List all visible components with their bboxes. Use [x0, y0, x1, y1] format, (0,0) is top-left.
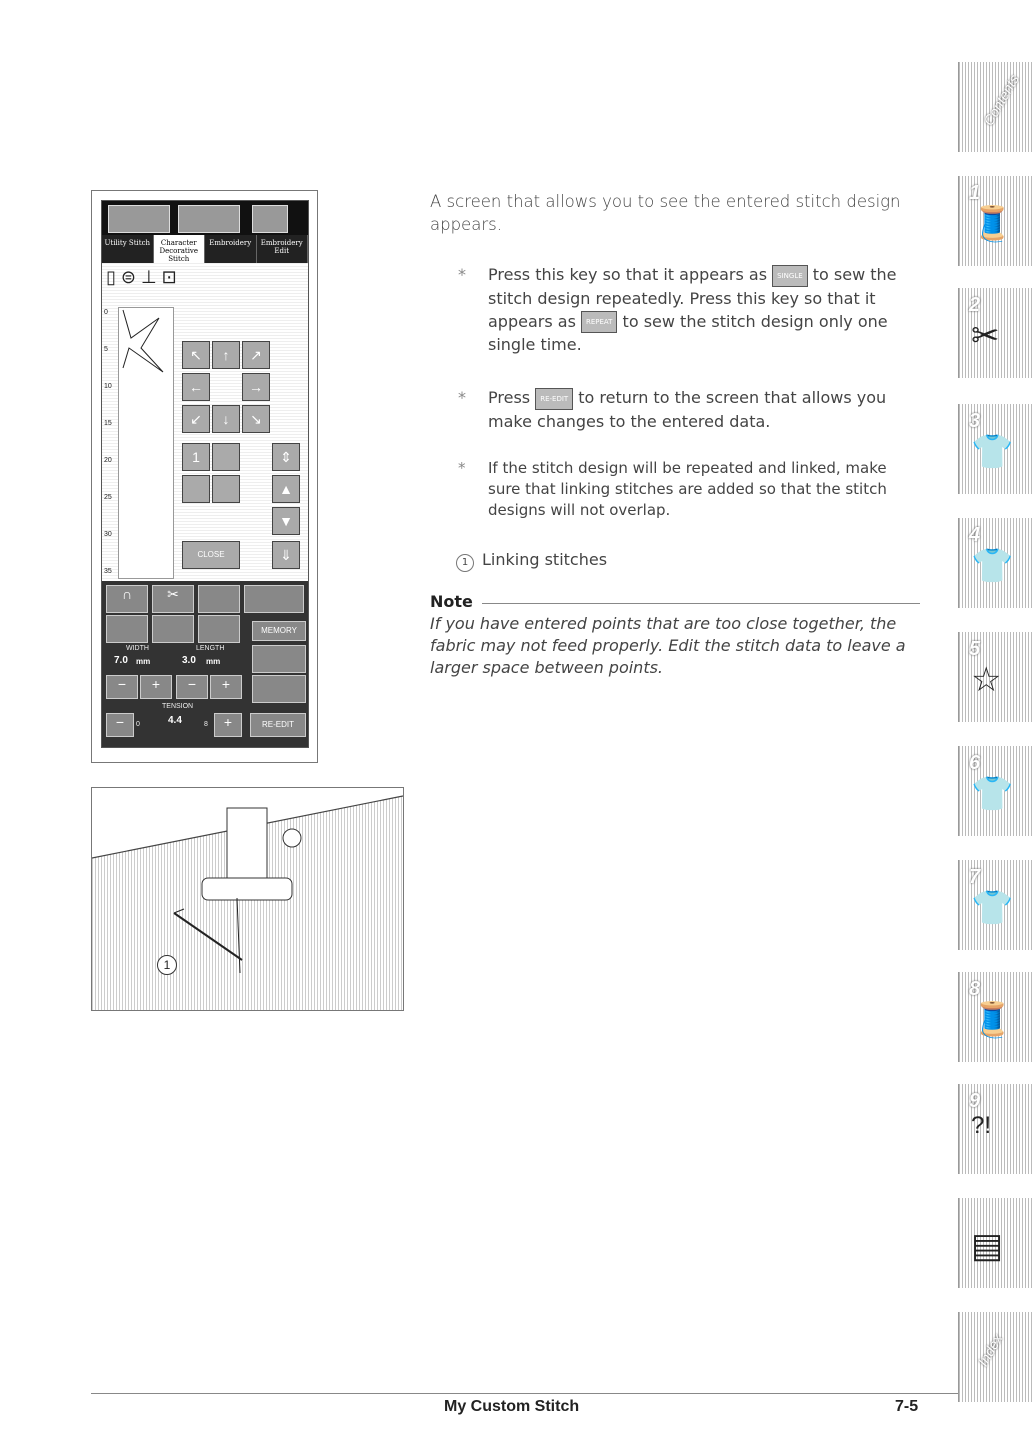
lcd-bottom-panel — [102, 581, 308, 747]
repeat-key — [198, 585, 240, 613]
abc-shirt-icon: 👕 — [971, 547, 1014, 585]
length-plus-key: + — [210, 675, 242, 699]
item-number: 1 — [456, 554, 474, 572]
lcd-screen — [101, 200, 309, 748]
bullet-marker: * — [458, 265, 466, 284]
tab-chapter-7[interactable] — [958, 860, 1032, 950]
bullet-body: If the stitch design will be repeated and linked, make sure that linking stitches are added so that the stitch designs will not overlap. — [488, 459, 887, 519]
embroidery-frame-icon: ☆ — [971, 661, 1002, 699]
note-heading: Note — [430, 592, 473, 611]
tension-min: 0 — [136, 721, 140, 728]
arrow-up-left-key: ↖ — [182, 341, 210, 369]
blank-key — [198, 615, 240, 643]
ruler-tick: 15 — [104, 420, 112, 427]
repeat-key-chip: REPEAT — [581, 311, 617, 333]
cut-key: ✂ — [152, 585, 194, 613]
bullet-text: Press this key so that it appears as — [488, 265, 768, 284]
stitch-preview — [118, 307, 174, 579]
tension-max: 8 — [204, 721, 208, 728]
bullet-marker: * — [458, 388, 466, 407]
documents-icon: ▤ — [971, 1227, 1004, 1265]
tab-label: Contents — [980, 71, 1022, 129]
callout-1: 1 — [157, 955, 177, 975]
machine-care-icon: 🧵 — [971, 1001, 1014, 1039]
tab-chapter-5[interactable] — [958, 632, 1032, 722]
tab-number: 2 — [969, 294, 981, 316]
note-body: If you have entered points that are too close together, the fabric may not feed properly. Edit the stitch data to leave a larger space between points. — [430, 614, 906, 677]
lcd-mode-utility: Utility Stitch — [102, 235, 154, 263]
tab-number: 8 — [969, 978, 981, 1000]
lcd-mode-embroidery: Embroidery — [205, 235, 257, 263]
function-key: 1 — [182, 443, 210, 471]
lcd-mode-embroidery-edit: Embroidery Edit — [257, 235, 309, 263]
single-key-chip: SINGLE — [772, 265, 808, 287]
arrow-down-right-key: ↘ — [242, 405, 270, 433]
close-key: CLOSE — [182, 541, 240, 569]
ruler-tick: 30 — [104, 531, 112, 538]
scroll-down-key: ▼ — [272, 507, 300, 535]
bullet-body — [488, 386, 918, 433]
stitch-key: ∩ — [106, 585, 148, 613]
footer-divider — [91, 1393, 958, 1394]
arrow-down-key: ↓ — [212, 405, 240, 433]
stitch-preview-drawing — [119, 308, 173, 578]
blank-key — [106, 615, 148, 643]
tab-chapter-6[interactable] — [958, 746, 1032, 836]
embroidered-shirt-icon: 👕 — [971, 775, 1014, 813]
length-unit: mm — [206, 657, 221, 666]
tab-index[interactable] — [958, 1312, 1032, 1402]
tab-number: 6 — [969, 752, 981, 774]
tab-chapter-1[interactable] — [958, 176, 1032, 266]
lcd-sewing-icon — [108, 205, 170, 233]
tab-number: 1 — [969, 182, 981, 204]
blank-key — [252, 675, 306, 703]
function-key — [182, 475, 210, 503]
tab-chapter-4[interactable] — [958, 518, 1032, 608]
function-key — [212, 443, 240, 471]
width-plus-key: + — [140, 675, 172, 699]
lcd-arrow-keypad — [182, 313, 302, 575]
ruler-tick: 0 — [104, 309, 108, 316]
sewing-machine-icon: 🧵 — [971, 205, 1014, 243]
scissors-thread-icon: ✂ — [971, 317, 1000, 355]
bullet-text: to sew the stitch design repeatedly. Press this key so that it appears as — [488, 265, 897, 331]
tab-number: 7 — [969, 866, 981, 888]
tab-chapter-3[interactable] — [958, 404, 1032, 494]
ruler-tick: 35 — [104, 568, 112, 575]
linking-stitches-item — [456, 550, 607, 572]
tab-chapter-9[interactable] — [958, 1084, 1032, 1174]
tension-minus-key: − — [106, 713, 134, 737]
length-minus-key: − — [176, 675, 208, 699]
tab-number: 9 — [969, 1090, 981, 1112]
scroll-key: ⇕ — [272, 443, 300, 471]
bullet-text: to sew the stitch design only one single time. — [488, 311, 888, 354]
memory-key: MEMORY — [252, 621, 306, 641]
troubleshooting-icon: ?! — [971, 1112, 992, 1139]
bullet-text: Press — [488, 388, 531, 407]
sewing-illustration — [91, 787, 404, 1011]
arrow-right-key: → — [242, 373, 270, 401]
blank-key — [152, 615, 194, 643]
length-label: LENGTH — [196, 645, 225, 652]
tab-chapter-8[interactable] — [958, 972, 1032, 1062]
ruler-tick: 10 — [104, 383, 112, 390]
tab-number: 3 — [969, 410, 981, 432]
ruler-tick: 5 — [104, 346, 108, 353]
bullet-marker: * — [458, 459, 466, 477]
scroll-up-key: ▲ — [272, 475, 300, 503]
lcd-ruler — [104, 309, 118, 575]
arrow-left-key: ← — [182, 373, 210, 401]
length-value: 3.0 — [182, 655, 196, 666]
tension-label: TENSION — [162, 703, 194, 710]
intro-paragraph: A screen that allows you to see the entered stitch design appears. — [430, 192, 901, 234]
lcd-mode-character: Character Decorative Stitch — [154, 235, 206, 263]
re-edit-key: RE-EDIT — [250, 713, 306, 737]
tab-contents[interactable] — [958, 62, 1032, 152]
width-unit: mm — [136, 657, 151, 666]
custom-stitch-shirt-icon: 👕 — [971, 889, 1014, 927]
width-label: WIDTH — [126, 645, 149, 652]
re-edit-key-chip: RE-EDIT — [535, 388, 573, 410]
scroll-end-key: ⇓ — [272, 541, 300, 569]
width-value: 7.0 — [114, 655, 128, 666]
bullet-body — [488, 263, 918, 356]
ruler-tick: 20 — [104, 457, 112, 464]
blank-key — [252, 645, 306, 673]
page-number: 7-5 — [895, 1398, 919, 1415]
ruler-tick: 25 — [104, 494, 112, 501]
tab-chapter-2[interactable] — [958, 288, 1032, 378]
arrow-down-left-key: ↙ — [182, 405, 210, 433]
tension-value: 4.4 — [168, 715, 182, 726]
function-key — [212, 475, 240, 503]
lcd-presser-foot-icons: ▯ ⊜ ⊥ ⊡ — [106, 267, 177, 287]
width-minus-key: − — [106, 675, 138, 699]
footer-title: My Custom Stitch — [444, 1398, 580, 1415]
lcd-mode-tabs — [102, 235, 308, 263]
arrow-up-right-key: ↗ — [242, 341, 270, 369]
arrow-up-key: ↑ — [212, 341, 240, 369]
tab-number: 5 — [969, 638, 981, 660]
tab-appendix[interactable] — [958, 1198, 1032, 1288]
tension-plus-key: + — [214, 713, 242, 737]
blank-key — [244, 585, 304, 613]
note-divider — [482, 603, 920, 604]
tab-label: Index — [974, 1331, 1006, 1369]
shirt-icon: 👕 — [971, 433, 1014, 471]
bullet-text: to return to the screen that allows you make changes to the entered data. — [488, 388, 887, 431]
item-label: Linking stitches — [482, 550, 608, 569]
tab-number: 4 — [969, 524, 981, 546]
sewing-illustration-drawing — [92, 788, 403, 1010]
lcd-help-icon — [178, 205, 240, 233]
lcd-settings-icon — [252, 205, 288, 233]
lcd-top-bar — [102, 201, 308, 235]
